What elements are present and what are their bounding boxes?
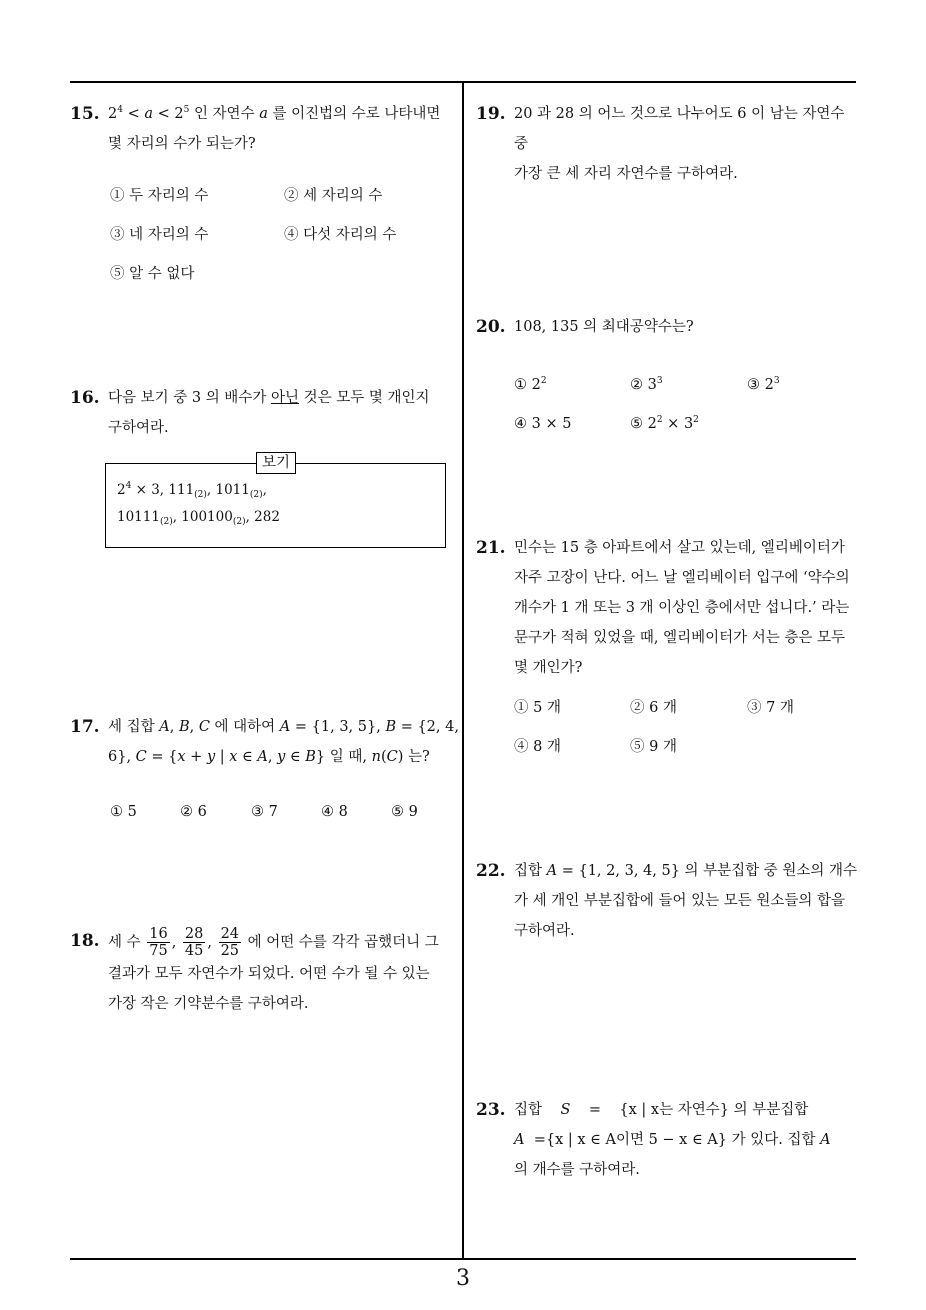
- option-4: ④ 8: [321, 804, 348, 820]
- example-line-1: $2^4 \times 3$, $111_{(2)}$, $1011_{(2)}$,: [117, 481, 267, 500]
- question-number: 21.: [476, 538, 506, 558]
- question-18: [70, 926, 460, 1019]
- question-22: [476, 856, 860, 946]
- question-15: [70, 99, 460, 159]
- question-number: 18.: [70, 931, 100, 951]
- question-text: 다음 보기 중 3 의 배수가 아닌 것은 모두 몇 개인지 구하여라.: [108, 390, 430, 436]
- question-23: [476, 1095, 860, 1185]
- option-5: ⑤ 9 개: [630, 739, 677, 755]
- question-text: 20 과 28 의 어느 것으로 나누어도 6 이 남는 자연수 중 가장 큰 세 자리 자연수를 구하여라.: [514, 106, 845, 182]
- question-number: 20.: [476, 317, 506, 337]
- question-number: 19.: [476, 104, 506, 124]
- option-1: ① 5 개: [514, 700, 561, 716]
- option-3: ③ $2^3$: [747, 376, 780, 393]
- question-17: [70, 712, 460, 772]
- example-box: [105, 463, 446, 548]
- question-text: $2^4 < a < 2^5$ 인 자연수 a 를 이진법의 수로 나타내면 몇 자리의 수가 되는가?: [108, 105, 441, 152]
- question-text: 집합 A = {1, 2, 3, 4, 5} 의 부분집합 중 원소의 개수 가 세 개인 부분집합에 들어 있는 모든 원소들의 합을 구하여라.: [514, 863, 858, 939]
- bottom-rule: [70, 1258, 856, 1260]
- fraction: $\frac{28}{45}$: [184, 926, 204, 959]
- question-number: 23.: [476, 1100, 506, 1120]
- fraction: $\frac{16}{75}$: [149, 926, 168, 959]
- option-4: ④ 3 × 5: [514, 416, 572, 432]
- option-2: ② 세 자리의 수: [284, 188, 383, 204]
- option-2: ② 6 개: [630, 700, 677, 716]
- question-19: [476, 99, 860, 189]
- fraction: $\frac{24}{25}$: [220, 926, 240, 959]
- question-16: [70, 383, 460, 443]
- option-4: ④ 8 개: [514, 739, 561, 755]
- option-5: ⑤ 9: [391, 804, 418, 820]
- page-number: 3: [456, 1266, 470, 1291]
- question-number: 22.: [476, 861, 506, 881]
- question-text: 집합 S = {x | x는 자연수} 의 부분집합 A ={x | x ∈ A이면 5 − x ∈ A} 가 있다. 집합 A 의 개수를 구하여라.: [514, 1102, 831, 1178]
- option-5: ⑤ $2^2 \times 3^2$: [630, 415, 699, 432]
- question-text: 세 집합 A, B, C 에 대하여 A = {1, 3, 5}, B = {2, 4, 6}, C = {x + y | x ∈ A, y ∈ B} 일 때, n(C) 는?: [108, 719, 459, 765]
- question-number: 17.: [70, 717, 100, 737]
- question-number: 16.: [70, 388, 100, 408]
- option-2: ② 6: [180, 804, 207, 820]
- example-box-title: 보기: [256, 452, 296, 474]
- question-text: 민수는 15 층 아파트에서 살고 있는데, 엘리베이터가 자주 고장이 난다. 어느 날 엘리베이터 입구에 ‘약수의 개수가 1 개 또는 3 개 이상인 층에서만 섭니다.’ 라는 문구가 적혀 있었을 때, 엘리베이터가 서는 층은 모두 몇 개인가?: [514, 540, 850, 676]
- option-2: ② $3^3$: [630, 376, 663, 393]
- question-number: 15.: [70, 104, 100, 124]
- option-4: ④ 다섯 자리의 수: [284, 227, 397, 243]
- option-1: ① 두 자리의 수: [110, 188, 209, 204]
- column-divider: [462, 81, 464, 1259]
- question-20: [476, 312, 860, 342]
- option-3: ③ 7: [251, 804, 278, 820]
- question-text: 108, 135 의 최대공약수는?: [514, 319, 694, 335]
- question-text: 세 수 $\frac{16}{75}$ , $\frac{28}{45}$ , $\frac{24}{25}$ 에 어떤 수를 각각 곱했더니 그 결과가 모두 자연수가 되었다. 어떤 수가 될 수 있는 가장 작은 기약분수를 구하여라.: [108, 926, 439, 1012]
- option-3: ③ 7 개: [747, 700, 794, 716]
- question-21: [476, 533, 860, 683]
- option-5: ⑤ 알 수 없다: [110, 266, 195, 282]
- example-line-2: $10111_{(2)}$, $100100_{(2)}$, 282: [117, 509, 280, 527]
- option-1: ① $2^2$: [514, 376, 547, 393]
- option-1: ① 5: [110, 804, 137, 820]
- option-3: ③ 네 자리의 수: [110, 227, 209, 243]
